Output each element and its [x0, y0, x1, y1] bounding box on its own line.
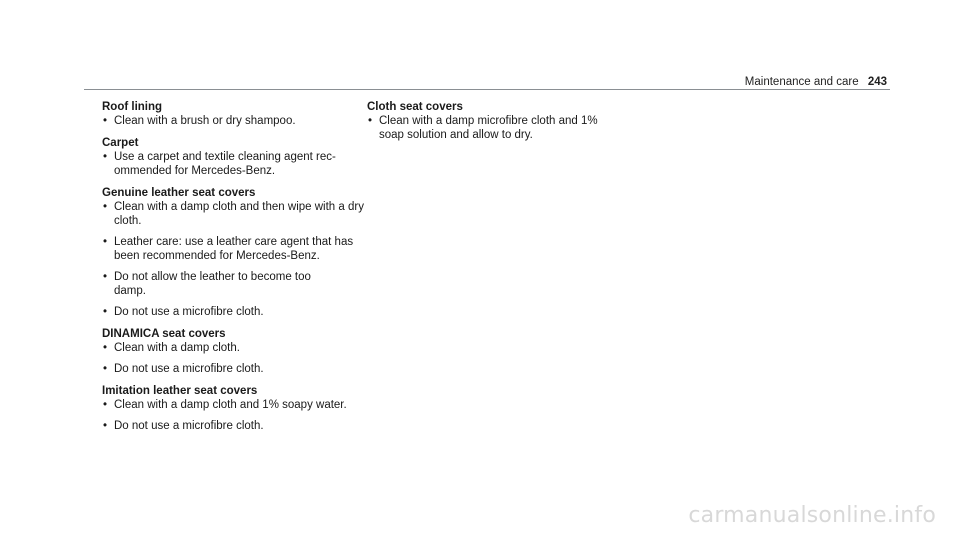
- section-cloth-seat-covers: [367, 100, 629, 142]
- list-item: [102, 362, 364, 376]
- list-item: [102, 305, 364, 319]
- list-item-text: Do not use a microfibre cloth.: [114, 306, 264, 318]
- section-heading: Imitation leather seat covers: [102, 385, 258, 397]
- bullet-icon: •: [103, 151, 108, 163]
- bullet-icon: •: [103, 115, 108, 127]
- bullet-icon: •: [103, 201, 108, 213]
- bullet-list: [102, 341, 364, 376]
- list-item: [367, 114, 625, 142]
- bullet-icon: •: [103, 399, 108, 411]
- list-item-text: Leather care: use a leather care agent that has been recommended for Mercedes-Benz.: [114, 236, 354, 262]
- list-item: [102, 114, 364, 128]
- running-header: [745, 76, 887, 88]
- header-divider: [84, 89, 890, 90]
- watermark: carmanualsonline.info: [688, 503, 936, 528]
- list-item-text: Use a carpet and textile cleaning agent rec-ommended for Mercedes-Benz.: [114, 151, 336, 177]
- section-heading: Carpet: [102, 137, 139, 149]
- list-item-text: Clean with a damp cloth and then wipe with a dry cloth.: [114, 201, 364, 227]
- list-item-text: Clean with a damp cloth and 1% soapy water.: [114, 399, 347, 411]
- bullet-icon: •: [103, 342, 108, 354]
- list-item-text: Do not allow the leather to become too damp.: [114, 271, 311, 297]
- bullet-icon: •: [103, 363, 108, 375]
- section-heading: DINAMICA seat covers: [102, 328, 226, 340]
- list-item: [102, 235, 364, 263]
- list-item: [102, 398, 364, 412]
- bullet-icon: •: [368, 115, 373, 127]
- bullet-list: [102, 200, 364, 319]
- section-carpet: [102, 136, 364, 178]
- list-item: [102, 341, 364, 355]
- bullet-list: [102, 114, 364, 128]
- section-heading: Genuine leather seat covers: [102, 187, 256, 199]
- section-genuine-leather: [102, 186, 364, 319]
- list-item: [102, 200, 364, 228]
- bullet-list: [102, 150, 364, 178]
- section-title: Maintenance and care: [744, 76, 859, 88]
- bullet-list: [367, 114, 629, 142]
- right-column: [367, 100, 629, 150]
- section-imitation-leather: [102, 384, 364, 433]
- bullet-icon: •: [103, 420, 108, 432]
- bullet-icon: •: [103, 306, 108, 318]
- page-header: [0, 76, 900, 90]
- section-roof-lining: [102, 100, 364, 128]
- list-item-text: Clean with a damp microfibre cloth and 1% soap solution and allow to dry.: [379, 115, 598, 141]
- list-item-text: Clean with a brush or dry shampoo.: [114, 115, 296, 127]
- left-column: [102, 100, 364, 441]
- list-item-text: Clean with a damp cloth.: [114, 342, 240, 354]
- list-item: [102, 270, 344, 298]
- list-item: [102, 419, 364, 433]
- section-heading: Roof lining: [102, 101, 163, 113]
- section-dinamica: [102, 327, 364, 376]
- list-item-text: Do not use a microfibre cloth.: [114, 420, 264, 432]
- list-item-text: Do not use a microfibre cloth.: [114, 363, 264, 375]
- page-number: 243: [867, 76, 887, 88]
- bullet-list: [102, 398, 364, 433]
- section-heading: Cloth seat covers: [367, 101, 463, 113]
- bullet-icon: •: [103, 236, 108, 248]
- bullet-icon: •: [103, 271, 108, 283]
- list-item: [102, 150, 364, 178]
